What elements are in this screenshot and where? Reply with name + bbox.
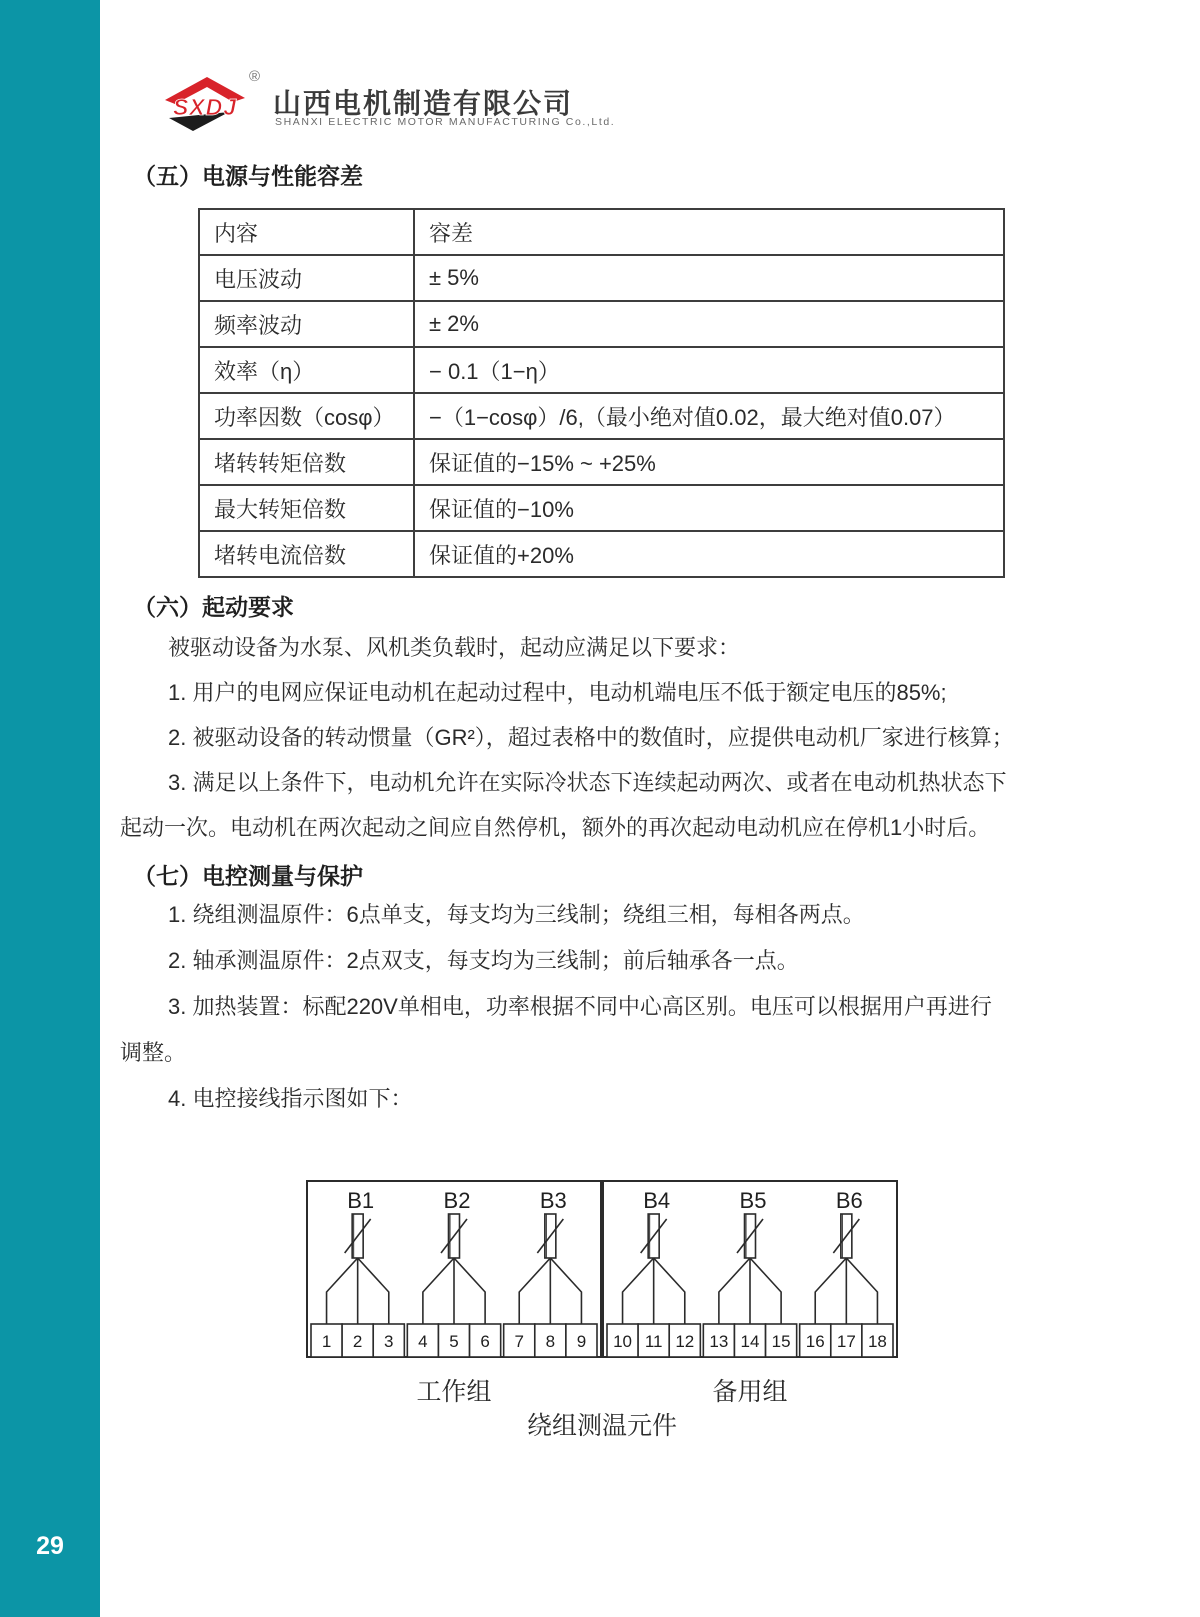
table-cell: 功率因数（cosφ） xyxy=(199,393,414,439)
table-row xyxy=(199,209,1004,255)
terminal-number: 10 xyxy=(613,1332,633,1351)
paragraph-line: 起动一次。电动机在两次起动之间应自然停机，额外的再次起动电动机应在停机1小时后。 xyxy=(120,815,991,840)
wiring-diagram xyxy=(306,1180,898,1358)
paragraph-line: 1. 用户的电网应保证电动机在起动过程中，电动机端电压不低于额定电压的85%; xyxy=(168,680,947,705)
terminal-number: 4 xyxy=(418,1332,428,1351)
terminal-number: 9 xyxy=(576,1332,587,1351)
svg-text:SXDJ: SXDJ xyxy=(172,94,238,120)
table-row xyxy=(199,439,1004,485)
table-cell: 最大转矩倍数 xyxy=(199,485,414,531)
section-5-title: （五）电源与性能容差 xyxy=(133,163,363,189)
table-row xyxy=(199,531,1004,577)
paragraph-line: 4. 电控接线指示图如下： xyxy=(168,1086,413,1111)
table-cell: − 0.1（1−η） xyxy=(414,347,1004,393)
sensor-wires xyxy=(423,1258,485,1324)
sensor-slash xyxy=(345,1219,371,1253)
table-cell: 保证值的−10% xyxy=(414,485,1004,531)
company-name-en: SHANXI ELECTRIC MOTOR MANUFACTURING Co.,Ltd. xyxy=(275,116,616,128)
sxdj-logo-icon xyxy=(163,74,247,134)
company-name-cn: 山西电机制造有限公司 xyxy=(273,88,574,119)
paragraph-line: 1. 绕组测温原件：6点单支，每支均为三线制；绕组三相，每相各两点。 xyxy=(168,902,865,927)
terminal-number: 1 xyxy=(321,1332,332,1351)
table-cell: 频率波动 xyxy=(199,301,414,347)
table-cell: ± 5% xyxy=(414,255,1004,301)
section-7-body xyxy=(120,892,1080,1122)
sensor-slash xyxy=(737,1219,763,1253)
table-cell: 内容 xyxy=(199,209,414,255)
terminal-number: 15 xyxy=(771,1332,791,1351)
table-cell: 保证值的−15% ~ +25% xyxy=(414,439,1004,485)
sensor-label: B4 xyxy=(643,1188,671,1213)
table-cell: 保证值的+20% xyxy=(414,531,1004,577)
sensor-slash xyxy=(833,1219,859,1253)
sensor-label: B6 xyxy=(835,1188,863,1213)
sensor-slash xyxy=(641,1219,667,1253)
group-label-backup: 备用组 xyxy=(712,1378,788,1406)
sensor-wires xyxy=(519,1258,581,1324)
table-cell: 堵转转矩倍数 xyxy=(199,439,414,485)
paragraph-line: 调整。 xyxy=(120,1040,187,1065)
diagram-caption: 绕组测温元件 xyxy=(526,1412,677,1440)
table-row xyxy=(199,255,1004,301)
table-row xyxy=(199,347,1004,393)
table-cell: −（1−cosφ）/6,（最小绝对值0.02，最大绝对值0.07） xyxy=(414,393,1004,439)
paragraph-line: 3. 满足以上条件下，电动机允许在实际冷状态下连续起动两次、或者在电动机热状态下 xyxy=(168,770,1007,795)
sensor-label: B3 xyxy=(539,1188,567,1213)
table-row xyxy=(199,301,1004,347)
terminal-number: 8 xyxy=(545,1332,556,1351)
sensor-slash xyxy=(441,1219,467,1253)
terminal-number: 14 xyxy=(740,1332,760,1351)
table-cell: ± 2% xyxy=(414,301,1004,347)
table-cell: 效率（η） xyxy=(199,347,414,393)
section-6-body xyxy=(120,625,1080,850)
terminal-number: 6 xyxy=(480,1332,490,1351)
table-cell: 电压波动 xyxy=(199,255,414,301)
table-cell: 容差 xyxy=(414,209,1004,255)
terminal-number: 7 xyxy=(514,1332,524,1351)
paragraph-line: 2. 被驱动设备的转动惯量（GR²），超过表格中的数值时，应提供电动机厂家进行核算； xyxy=(168,725,1014,750)
terminal-number: 16 xyxy=(805,1332,825,1351)
sensor-wires xyxy=(719,1258,781,1324)
sensor-wires xyxy=(815,1258,877,1324)
sensor-label: B1 xyxy=(347,1188,375,1213)
sensor-label: B2 xyxy=(443,1188,471,1213)
table-row xyxy=(199,393,1004,439)
terminal-number: 17 xyxy=(836,1332,856,1351)
sensor-wires xyxy=(623,1258,685,1324)
tolerance-table xyxy=(198,208,1005,578)
sensor-label: B5 xyxy=(739,1188,767,1213)
table-row xyxy=(199,485,1004,531)
paragraph-line: 2. 轴承测温原件：2点双支，每支均为三线制；前后轴承各一点。 xyxy=(168,948,799,973)
sensor-slash xyxy=(537,1219,563,1253)
sensor-wires xyxy=(327,1258,389,1324)
registered-trademark-icon: ® xyxy=(249,68,261,85)
table-cell: 堵转电流倍数 xyxy=(199,531,414,577)
group-label-working: 工作组 xyxy=(416,1378,492,1406)
terminal-number: 13 xyxy=(709,1332,729,1351)
terminal-number: 18 xyxy=(867,1332,887,1351)
page-number: 29 xyxy=(36,1532,64,1560)
terminal-number: 3 xyxy=(384,1332,394,1351)
paragraph-line: 3. 加热装置：标配220V单相电，功率根据不同中心高区别。电压可以根据用户再进行 xyxy=(168,994,992,1019)
terminal-number: 12 xyxy=(675,1332,695,1351)
section-6-title: （六）起动要求 xyxy=(133,594,294,620)
terminal-number: 5 xyxy=(449,1332,459,1351)
section-7-title: （七）电控测量与保护 xyxy=(133,863,363,889)
terminal-number: 11 xyxy=(644,1332,663,1351)
sidebar-accent-bar xyxy=(0,0,100,1617)
paragraph-line: 被驱动设备为水泵、风机类负载时，起动应满足以下要求： xyxy=(168,635,741,660)
terminal-number: 2 xyxy=(352,1332,363,1351)
